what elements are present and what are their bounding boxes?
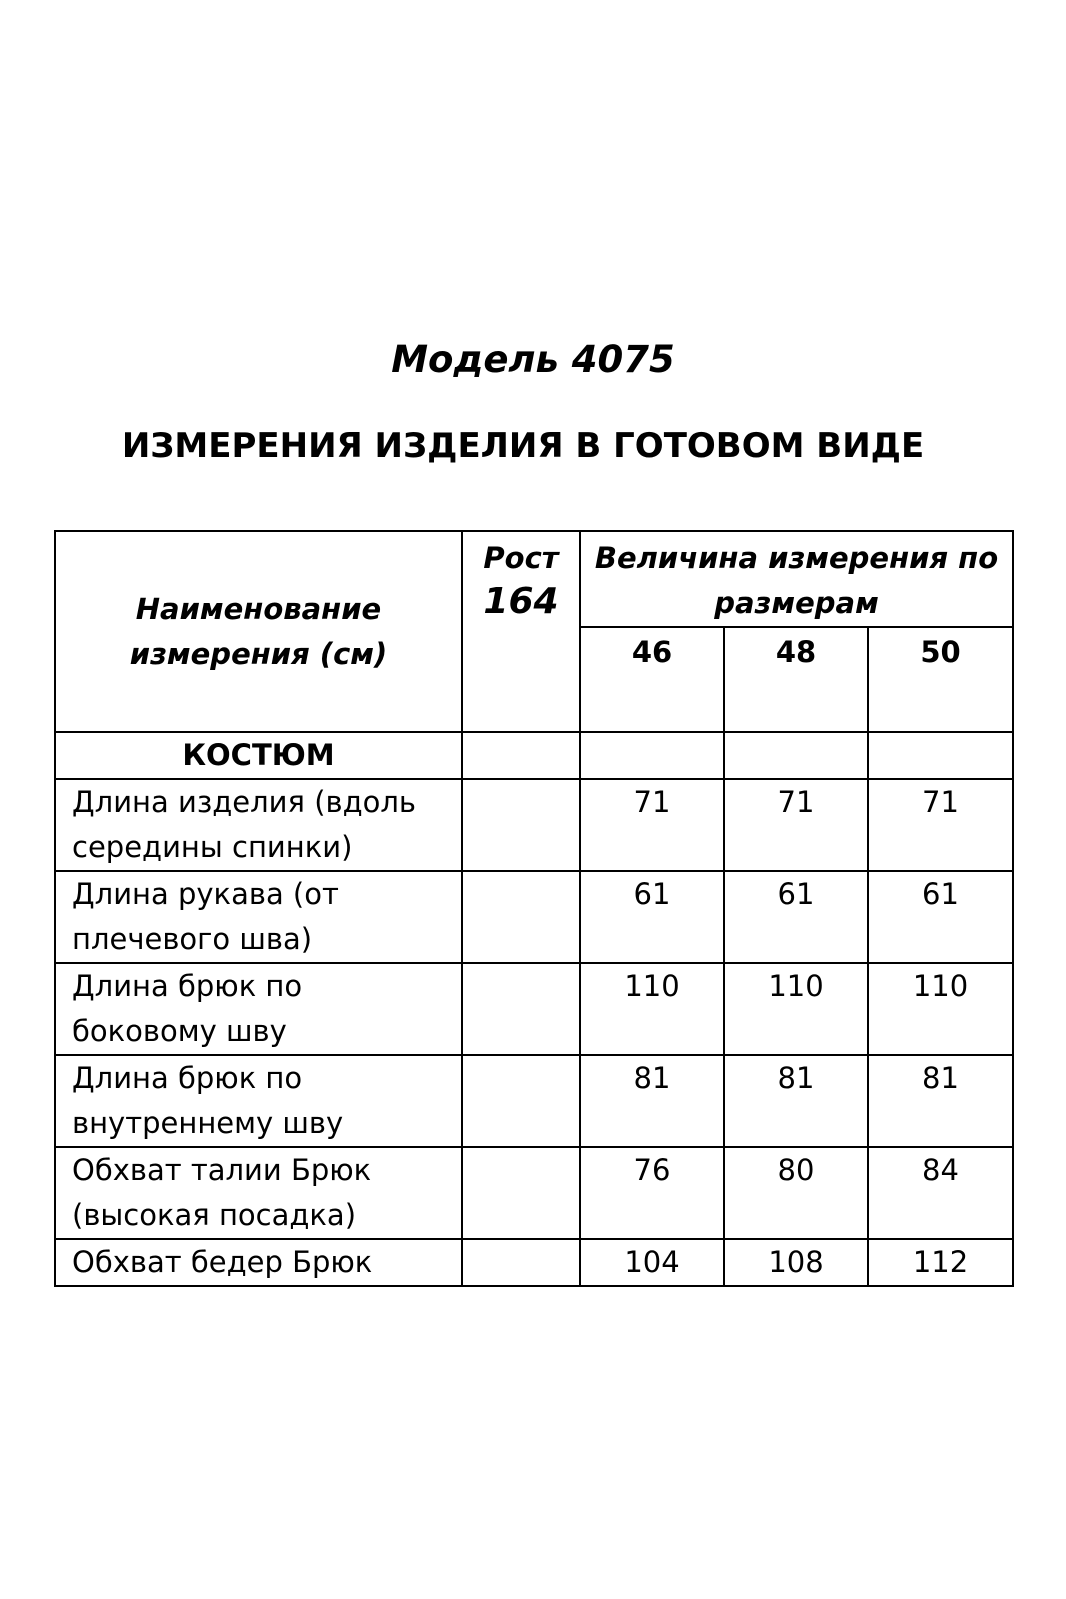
height-cell — [462, 1055, 580, 1147]
table-row — [55, 963, 1013, 1055]
header-name-line1: Наименование — [135, 591, 382, 626]
value-48: 110 — [724, 963, 868, 1055]
measurement-name — [55, 1055, 462, 1147]
value-48: 81 — [724, 1055, 868, 1147]
section-title: КОСТЮМ — [55, 732, 462, 779]
height-cell — [462, 871, 580, 963]
measurement-name — [55, 871, 462, 963]
name-line1: Длина брюк по — [72, 1061, 303, 1095]
value-46: 76 — [580, 1147, 724, 1239]
value-50: 81 — [868, 1055, 1013, 1147]
measurement-name — [55, 1239, 462, 1286]
size-46: 46 — [580, 627, 724, 732]
table-row — [55, 1147, 1013, 1239]
name-line1: Длина изделия (вдоль — [72, 785, 417, 819]
table-row — [55, 1055, 1013, 1147]
header-height-value: 164 — [483, 581, 559, 622]
header-height — [462, 531, 580, 732]
value-50: 110 — [868, 963, 1013, 1055]
measurement-name — [55, 779, 462, 871]
height-cell — [462, 1239, 580, 1286]
name-line1: Длина брюк по — [72, 969, 303, 1003]
value-46: 81 — [580, 1055, 724, 1147]
name-line1: Обхват талии Брюк — [72, 1153, 372, 1187]
height-cell — [462, 779, 580, 871]
empty-cell — [724, 732, 868, 779]
name-line2: внутреннему шву — [72, 1106, 344, 1140]
measurements-table — [54, 530, 1014, 1287]
value-50: 84 — [868, 1147, 1013, 1239]
size-50: 50 — [868, 627, 1013, 732]
name-line2: середины спинки) — [72, 830, 353, 864]
measurement-name — [55, 963, 462, 1055]
name-line1: Обхват бедер Брюк — [72, 1245, 373, 1279]
header-sizes-line2: размерам — [714, 586, 879, 620]
name-line2: плечевого шва) — [72, 922, 313, 956]
value-48: 61 — [724, 871, 868, 963]
height-cell — [462, 1147, 580, 1239]
value-50: 112 — [868, 1239, 1013, 1286]
section-row — [55, 732, 1013, 779]
table-row — [55, 871, 1013, 963]
name-line2: боковому шву — [72, 1014, 287, 1048]
size-48: 48 — [724, 627, 868, 732]
model-title: Модель 4075 — [391, 338, 675, 381]
value-46: 71 — [580, 779, 724, 871]
value-48: 80 — [724, 1147, 868, 1239]
header-sizes-line1: Величина измерения по — [594, 541, 999, 575]
measurement-name — [55, 1147, 462, 1239]
value-50: 71 — [868, 779, 1013, 871]
table-row — [55, 779, 1013, 871]
value-46: 61 — [580, 871, 724, 963]
name-line1: Длина рукава (от — [72, 877, 339, 911]
table-row — [55, 1239, 1013, 1286]
name-line2: (высокая посадка) — [72, 1198, 357, 1232]
height-cell — [462, 963, 580, 1055]
value-46: 104 — [580, 1239, 724, 1286]
header-sizes-caption — [580, 531, 1013, 627]
header-row-top — [55, 531, 1013, 627]
value-48: 108 — [724, 1239, 868, 1286]
empty-cell — [462, 732, 580, 779]
header-height-label: Рост — [483, 541, 559, 575]
empty-cell — [580, 732, 724, 779]
value-48: 71 — [724, 779, 868, 871]
header-measurement-name — [55, 531, 462, 732]
document-title: ИЗМЕРЕНИЯ ИЗДЕЛИЯ В ГОТОВОМ ВИДЕ — [121, 426, 925, 466]
empty-cell — [868, 732, 1013, 779]
header-name-line2: измерения (см) — [129, 636, 388, 671]
value-46: 110 — [580, 963, 724, 1055]
value-50: 61 — [868, 871, 1013, 963]
